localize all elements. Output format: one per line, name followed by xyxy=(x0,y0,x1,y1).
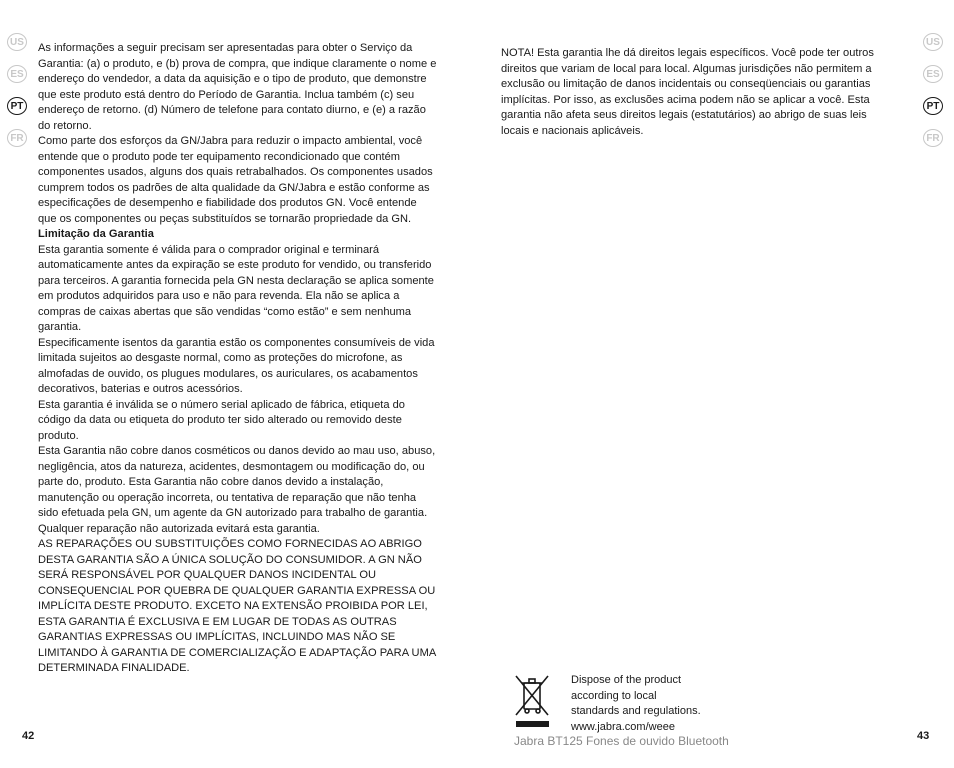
section-heading: Limitação da Garantia xyxy=(38,228,154,240)
note-paragraph: NOTA! Esta garantia lhe dá direitos legais específicos. Você pode ter outros direitos que variam de local para local. Algumas jurisdições não permitem a exclusão ou limitação de danos incidentais ou conseqüenciais ou garantias implícitas. Por isso, as exclusões acima podem não se aplicar a você. Esta garantia não afeta seus direitos legais (estatutários) ao abrigo de suas leis locais e nacionais aplicáveis. xyxy=(501,47,874,137)
weee-text xyxy=(571,673,721,735)
weee-line: Dispose of the product xyxy=(571,674,682,686)
paragraph: Esta garantia somente é válida para o comprador original e terminará automaticamente antes da expiração se este produto for vendido, ou transferido para terceiros. A garantia fornecida pela GN nesta declaração se aplica somente em produtos adquiridos para uso e não para revenda. Ela não se aplica a compras de caixas abertas que são vendidas “como estão” e sem nenhuma garantia. xyxy=(38,243,434,333)
weee-line: standards and regulations. xyxy=(571,705,701,717)
tab-us[interactable]: US xyxy=(923,33,943,51)
paragraph: Como parte dos esforços da GN/Jabra para reduzir o impacto ambiental, você entende que o produto pode ter equipamento recondicionado que contém componentes usados, alguns dos quais retrabalhados. Os componentes usados cumprem todos os padrões de alta qualidade da GN/Jabra e estão conforme as especificações de desempenho e fiabilidade dos produtos GN. Você entende que os componentes ou peças substituídos se tornarão propriedade da GN. xyxy=(38,135,433,225)
weee-notice xyxy=(513,673,721,735)
paragraph: AS REPARAÇÕES OU SUBSTITUIÇÕES COMO FORNECIDAS AO ABRIGO DESTA GARANTIA SÃO A ÚNICA SOLUÇÃO DO CONSUMIDOR. A GN NÃO SERÁ RESPONSÁVEL POR QUALQUER DANOS INCIDENTAL OU CONSEQUENCIAL POR QUEBRA DE QUALQUER GARANTIA EXPRESSA OU IMPLÍCITA DESTE PRODUTO. EXCETO NA EXTENSÃO PROIBIDA POR LEI, ESTA GARANTIA É EXCLUSIVA E EM LUGAR DE TODAS AS OUTRAS GARANTIAS EXPRESSAS OU IMPLÍCITAS, INCLUINDO MAS NÃO SE LIMITANDO À GARANTIA DE COMERCIALIZAÇÃO E ADAPTAÇÃO PARA UMA DETERMINADA FINALIDADE. xyxy=(38,538,436,674)
weee-line: according to local xyxy=(571,689,657,702)
tab-fr[interactable]: FR xyxy=(7,129,27,147)
tab-es[interactable]: ES xyxy=(7,65,27,83)
footer-product-title: Jabra BT125 Fones de ouvido Bluetooth xyxy=(514,734,729,748)
page-number-right: 43 xyxy=(917,730,930,742)
tab-us[interactable]: US xyxy=(7,33,27,51)
crossed-out-wheelie-bin-icon xyxy=(513,673,551,729)
paragraph: Esta garantia é inválida se o número serial aplicado de fábrica, etiqueta do código da data ou etiqueta do produto ter sido alterado ou removido deste produto. xyxy=(38,398,405,442)
weee-link[interactable]: www.jabra.com/weee xyxy=(571,720,675,733)
tab-pt[interactable]: PT xyxy=(7,97,27,115)
paragraph: Esta Garantia não cobre danos cosméticos ou danos devido ao mau uso, abuso, negligência, atos da natureza, acidentes, desmontagem ou modificação do, ou parte do, produto. Esta Garantia não cobre danos devido a instalação, manutenção ou operação incorreta, ou tentativa de reparação que não tenha sido efetuada pela GN, um agente da GN autorizado para trabalho de garantia. Qualquer reparação não autorizada evitará esta garantia. xyxy=(38,445,436,535)
paragraph: As informações a seguir precisam ser apresentadas para obter o Serviço da Garantia: (a) o produto, e (b) prova de compra, que indique claramente o nome e endereço do vendedor, a data da aquisição e o tipo de produto, que demonstre que este produto está dentro do Período de Garantia. Inclua também (c) seu endereço de retorno. (d) Número de telefone para contato diurno, e (e) a razão do retorno. xyxy=(38,42,437,132)
paragraph: Especificamente isentos da garantia estão os componentes consumíveis de vida limitada sujeitos ao desgaste normal, como as proteções do microfone, as almofadas de ouvido, os plugues modulares, os auriculares, os acabamentos decorativos, baterias e outros acessórios. xyxy=(38,336,435,395)
tab-es[interactable]: ES xyxy=(923,65,943,83)
tab-fr[interactable]: FR xyxy=(923,129,943,147)
tab-pt[interactable]: PT xyxy=(923,97,943,115)
right-page-column xyxy=(501,46,886,139)
left-page-column xyxy=(38,41,438,677)
language-tabs-right xyxy=(923,33,943,147)
page-number-left: 42 xyxy=(22,730,35,742)
language-tabs-left xyxy=(7,33,27,147)
